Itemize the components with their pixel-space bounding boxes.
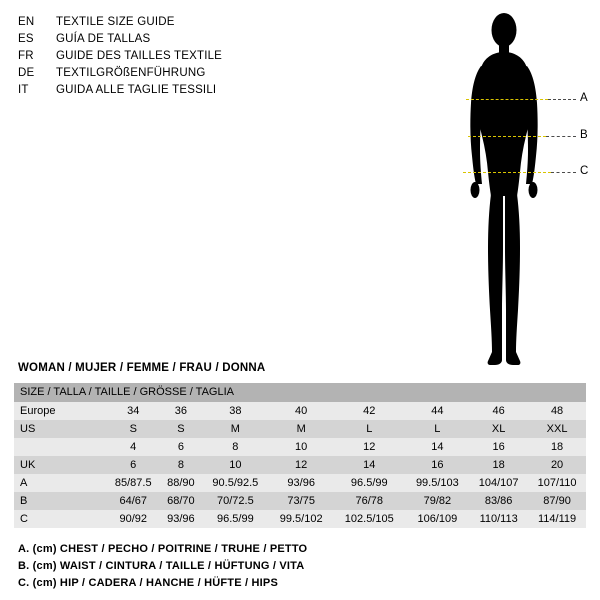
cell: 20 xyxy=(528,456,586,474)
cell: 104/107 xyxy=(469,474,528,492)
language-list xyxy=(18,16,318,101)
footnote-waist: B. (cm) WAIST / CINTURA / TAILLE / HÜFTUNG / VITA xyxy=(18,560,305,572)
cell: 93/96 xyxy=(160,510,201,528)
cell: 68/70 xyxy=(160,492,201,510)
footnote-list xyxy=(18,541,578,592)
row-label xyxy=(14,438,106,456)
language-row-de xyxy=(18,67,318,84)
cell: 12 xyxy=(333,438,406,456)
cell: 10 xyxy=(269,438,333,456)
measure-line-waist-body xyxy=(468,136,546,137)
cell: 36 xyxy=(160,402,201,420)
measure-label-a: A xyxy=(580,92,588,104)
language-code: IT xyxy=(18,84,29,96)
cell: 14 xyxy=(333,456,406,474)
table-row xyxy=(14,510,586,528)
language-code: DE xyxy=(18,67,35,79)
cell: 48 xyxy=(528,402,586,420)
leader-line-c xyxy=(551,172,576,173)
cell: 12 xyxy=(269,456,333,474)
cell: S xyxy=(106,420,160,438)
measure-line-chest-body xyxy=(466,99,548,100)
cell: 73/75 xyxy=(269,492,333,510)
language-title: GUIDA ALLE TAGLIE TESSILI xyxy=(56,84,217,96)
cell: 99.5/102 xyxy=(269,510,333,528)
cell: 38 xyxy=(201,402,269,420)
cell: 18 xyxy=(469,456,528,474)
table-row xyxy=(14,420,586,438)
language-title: TEXTILGRÖßENFÜHRUNG xyxy=(56,67,206,79)
table-row xyxy=(14,402,586,420)
language-row-en xyxy=(18,16,318,33)
row-label: C xyxy=(14,510,106,528)
cell: 114/119 xyxy=(528,510,586,528)
cell: L xyxy=(406,420,470,438)
cell: 90/92 xyxy=(106,510,160,528)
cell: 96.5/99 xyxy=(333,474,406,492)
cell: 85/87.5 xyxy=(106,474,160,492)
cell: 16 xyxy=(469,438,528,456)
cell: 76/78 xyxy=(333,492,406,510)
cell: 44 xyxy=(406,402,470,420)
table-row xyxy=(14,456,586,474)
cell: 8 xyxy=(160,456,201,474)
cell: M xyxy=(201,420,269,438)
table-header-row xyxy=(14,383,586,402)
footnote-chest: A. (cm) CHEST / PECHO / POITRINE / TRUHE / PETTO xyxy=(18,543,308,555)
row-label: B xyxy=(14,492,106,510)
leader-line-a xyxy=(548,99,576,100)
cell: 106/109 xyxy=(406,510,470,528)
body-silhouette-icon xyxy=(430,8,590,373)
measure-label-b: B xyxy=(580,129,588,141)
cell: 93/96 xyxy=(269,474,333,492)
table-row xyxy=(14,474,586,492)
cell: 110/113 xyxy=(469,510,528,528)
cell: 34 xyxy=(106,402,160,420)
cell: 8 xyxy=(201,438,269,456)
cell: 87/90 xyxy=(528,492,586,510)
cell: 83/86 xyxy=(469,492,528,510)
table-row xyxy=(14,492,586,510)
cell: 88/90 xyxy=(160,474,201,492)
cell: 14 xyxy=(406,438,470,456)
cell: S xyxy=(160,420,201,438)
row-label: Europe xyxy=(14,402,106,420)
cell: M xyxy=(269,420,333,438)
row-label: US xyxy=(14,420,106,438)
cell: XXL xyxy=(528,420,586,438)
language-code: ES xyxy=(18,33,34,45)
measure-line-hip-body xyxy=(463,172,551,173)
cell: 40 xyxy=(269,402,333,420)
language-row-fr xyxy=(18,50,318,67)
cell: 102.5/105 xyxy=(333,510,406,528)
row-label: UK xyxy=(14,456,106,474)
table-caption: WOMAN / MUJER / FEMME / FRAU / DONNA xyxy=(18,362,266,374)
cell: 107/110 xyxy=(528,474,586,492)
cell: L xyxy=(333,420,406,438)
cell: 99.5/103 xyxy=(406,474,470,492)
cell: XL xyxy=(469,420,528,438)
size-table xyxy=(14,383,586,528)
female-body-figure xyxy=(430,8,590,373)
language-code: FR xyxy=(18,50,34,62)
language-title: TEXTILE SIZE GUIDE xyxy=(56,16,175,28)
table-row xyxy=(14,438,586,456)
footnote-hip: C. (cm) HIP / CADERA / HANCHE / HÜFTE / HIPS xyxy=(18,577,278,589)
cell: 42 xyxy=(333,402,406,420)
language-code: EN xyxy=(18,16,35,28)
language-row-es xyxy=(18,33,318,50)
language-title: GUÍA DE TALLAS xyxy=(56,33,151,45)
row-label: A xyxy=(14,474,106,492)
cell: 70/72.5 xyxy=(201,492,269,510)
cell: 18 xyxy=(528,438,586,456)
cell: 6 xyxy=(106,456,160,474)
cell: 4 xyxy=(106,438,160,456)
cell: 79/82 xyxy=(406,492,470,510)
table-header-label: SIZE / TALLA / TAILLE / GRÖSSE / TAGLIA xyxy=(14,383,586,402)
cell: 90.5/92.5 xyxy=(201,474,269,492)
measure-label-c: C xyxy=(580,165,589,177)
language-row-it xyxy=(18,84,318,101)
leader-line-b xyxy=(546,136,576,137)
cell: 10 xyxy=(201,456,269,474)
cell: 96.5/99 xyxy=(201,510,269,528)
cell: 16 xyxy=(406,456,470,474)
cell: 64/67 xyxy=(106,492,160,510)
cell: 6 xyxy=(160,438,201,456)
language-title: GUIDE DES TAILLES TEXTILE xyxy=(56,50,223,62)
cell: 46 xyxy=(469,402,528,420)
